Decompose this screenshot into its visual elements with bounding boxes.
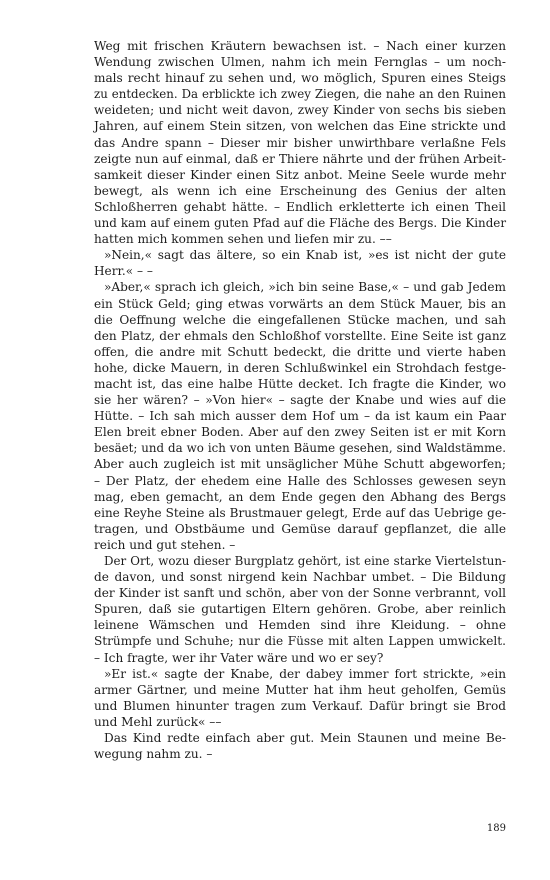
text-line: samkeit dieser Kinder einen Sitz anbot. Meine Seele wurde mehr (94, 167, 506, 182)
text-line: eine Reyhe Steine als Brustmauer gelegt, Erde auf das Uebrige ge- (94, 505, 506, 520)
text-line: die Oeffnung welche die eingefallenen Stücke machen, und sah (94, 312, 506, 327)
text-line: und Mehl zurück« –– (94, 714, 222, 729)
text-line: mals recht hinauf zu sehen und, wo möglich, Spuren eines Steigs (94, 71, 506, 86)
text-line: Hütte. – Ich sah mich ausser dem Hof um – da ist kaum ein Paar (94, 409, 506, 424)
text-line: Schloßherren gehabt hätte. – Endlich erkletterte ich einen Theil (94, 199, 506, 214)
text-line: »Aber,« sprach ich gleich, »ich bin seine Base,« – und gab Jedem (104, 280, 506, 295)
text-line: bewegt, als wenn ich eine Erscheinung des Genius der alten (94, 183, 506, 198)
text-line: Wendung zwischen Ulmen, nahm ich mein Fernglas – um noch- (94, 55, 506, 70)
text-line: wegung nahm zu. – (94, 747, 213, 762)
text-line: Der Ort, wozu dieser Burgplatz gehört, ist eine starke Viertelstun- (104, 554, 506, 568)
text-line: Jahren, auf einem Stein sitzen, von welchen das Eine strickte und (94, 119, 506, 134)
text-line: ein Stück Geld; ging etwas vorwärts an dem Stück Mauer, bis an (94, 296, 506, 311)
text-line: Weg mit frischen Kräutern bewachsen ist. – Nach einer kurzen (94, 39, 506, 53)
text-line: »Er ist.« sagte der Knabe, der dabey immer fort strickte, »ein (104, 666, 506, 681)
text-line: und Blumen hinunter tragen zum Verkauf. Dafür bringt sie Brod (94, 698, 506, 713)
text-line: und kam auf einem guten Pfad auf die Fläche des Bergs. Die Kinder (94, 216, 506, 231)
text-line: weideten; und nicht weit davon, zwey Kinder von sechs bis sieben (94, 103, 506, 118)
text-line: armer Gärtner, und meine Mutter hat ihm heut geholfen, Gemüs (94, 682, 506, 697)
text-line: zeigte nun auf einmal, daß er Thiere nährte und der frühen Arbeit- (94, 151, 506, 166)
text-line: Herr.« – – (94, 264, 153, 279)
page-number: 189 (486, 823, 506, 834)
text-line: leinene Wämschen und Hemden sind ihre Kleidung. – ohne (94, 618, 506, 633)
text-line: hatten mich kommen sehen und liefen mir zu. –– (94, 232, 392, 247)
text-line: de davon, und sonst nirgend kein Nachbar umbet. – Die Bildung (94, 570, 506, 585)
text-line: – Der Platz, der ehedem eine Halle des Schlosses gewesen seyn (94, 473, 506, 488)
text-line: tragen, und Obstbäume und Gemüse darauf gepflanzet, die alle (94, 521, 506, 536)
text-line: der Kinder ist sanft und schön, aber von der Sonne verbrannt, voll (94, 586, 506, 601)
body-text (94, 38, 506, 762)
text-line: Elen breit ebner Boden. Aber auf den zwey Seiten ist er mit Korn (94, 425, 506, 440)
text-line: das Andre spann – Dieser mir bisher unwirthbare verlaßne Fels (94, 135, 506, 150)
text-line: hohe, dicke Mauern, in deren Schlußwinkel ein Strohdach festge- (94, 360, 506, 375)
text-line: »Nein,« sagt das ältere, so ein Knab ist, »es ist nicht der gute (104, 248, 506, 263)
text-line: den Platz, der ehmals den Schloßhof vorstellte. Eine Seite ist ganz (94, 328, 506, 343)
text-line: Strümpfe und Schuhe; nur die Füsse mit alten Lappen umwickelt. (94, 634, 506, 649)
text-line: besäet; und da wo ich von unten Bäume gesehen, sind Waldstämme. (94, 441, 506, 456)
text-line: Spuren, daß sie gutartigen Eltern gehören. Grobe, aber reinlich (94, 602, 506, 617)
text-line: sie her wären? – »Von hier« – sagte der Knabe und wies auf die (94, 393, 506, 408)
text-line: zu entdecken. Da erblickte ich zwey Ziegen, die nahe an den Ruinen (94, 87, 506, 102)
text-line: offen, die andre mit Schutt bedeckt, die dritte und vierte haben (94, 344, 506, 359)
text-line: macht ist, das eine halbe Hütte decket. Ich fragte die Kinder, wo (94, 376, 506, 391)
text-line: Das Kind redte einfach aber gut. Mein Staunen und meine Be- (104, 731, 506, 746)
text-line: reich und gut stehen. – (94, 537, 236, 552)
text-line: mag, eben gemacht, an dem Ende gegen den Abhang des Bergs (94, 489, 506, 504)
text-line: Aber auch zugleich ist mit unsäglicher Mühe Schutt abgeworfen; (94, 457, 506, 472)
text-line: – Ich fragte, wer ihr Vater wäre und wo er sey? (94, 650, 384, 665)
